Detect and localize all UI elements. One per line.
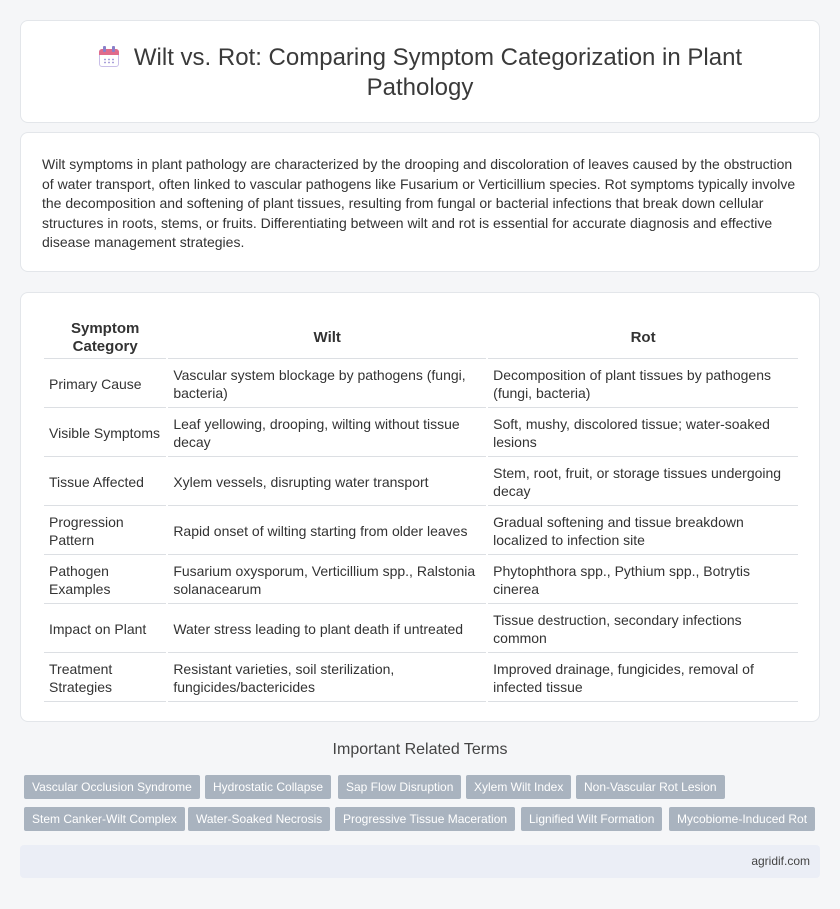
related-term-tag[interactable]: Hydrostatic Collapse [205, 775, 331, 799]
intro-paragraph: Wilt symptoms in plant pathology are characterized by the drooping and discoloration of leaves caused by the obstruction of water transport, often linked to vascular pathogens like Fusarium or Verticillium species. Rot symptoms typically involve the decomposition and softening of plant tissues, resulting from fungal or bacterial infections that break down cellular structures in roots, stems, or fruits. Differentiating between wilt and rot is essential for accurate diagnosis and effective disease management strategies. [42, 156, 796, 251]
wilt-cell: Xylem vessels, disrupting water transport [168, 459, 486, 506]
table-row [44, 655, 798, 702]
related-term-tag[interactable]: Xylem Wilt Index [466, 775, 571, 799]
row-label: Visible Symptoms [44, 410, 166, 457]
row-label: Tissue Affected [44, 459, 166, 506]
table-row [44, 459, 798, 506]
wilt-cell: Fusarium oxysporum, Verticillium spp., Ralstonia solanacearum [168, 557, 486, 604]
rot-cell: Gradual softening and tissue breakdown localized to infection site [488, 508, 798, 555]
wilt-cell: Resistant varieties, soil sterilization, fungicides/bactericides [168, 655, 486, 702]
comparison-table-card [20, 292, 820, 722]
rot-cell: Soft, mushy, discolored tissue; water-soaked lesions [488, 410, 798, 457]
related-term-tag[interactable]: Stem Canker-Wilt Complex [24, 807, 185, 831]
table-row [44, 410, 798, 457]
row-label: Impact on Plant [44, 606, 166, 653]
related-term-tag[interactable]: Progressive Tissue Maceration [335, 807, 515, 831]
related-term-tag[interactable]: Water-Soaked Necrosis [188, 807, 330, 831]
page-title-wrap [21, 43, 819, 103]
related-term-tag[interactable]: Mycobiome-Induced Rot [669, 807, 815, 831]
intro-card [20, 132, 820, 272]
footer-site-link[interactable]: agridif.com [751, 854, 810, 868]
table-row [44, 606, 798, 653]
row-label: Progression Pattern [44, 508, 166, 555]
rot-cell: Improved drainage, fungicides, removal of infected tissue [488, 655, 798, 702]
table-row [44, 508, 798, 555]
rot-cell: Tissue destruction, secondary infections common [488, 606, 798, 653]
wilt-cell: Leaf yellowing, drooping, wilting without tissue decay [168, 410, 486, 457]
related-term-tag[interactable]: Non-Vascular Rot Lesion [576, 775, 725, 799]
related-term-tag[interactable]: Lignified Wilt Formation [521, 807, 662, 831]
table-header-row [44, 318, 798, 359]
rot-cell: Decomposition of plant tissues by pathogens (fungi, bacteria) [488, 361, 798, 408]
rot-cell: Stem, root, fruit, or storage tissues undergoing decay [488, 459, 798, 506]
title-card [20, 20, 820, 123]
related-term-tag[interactable]: Sap Flow Disruption [338, 775, 461, 799]
table-row [44, 557, 798, 604]
row-label: Treatment Strategies [44, 655, 166, 702]
related-term-tag[interactable]: Vascular Occlusion Syndrome [24, 775, 200, 799]
table-row [44, 361, 798, 408]
rot-cell: Phytophthora spp., Pythium spp., Botrytis cinerea [488, 557, 798, 604]
comparison-table [42, 316, 800, 704]
header-wilt: Wilt [168, 318, 486, 359]
page-title: Wilt vs. Rot: Comparing Symptom Categorization in Plant Pathology [133, 44, 743, 101]
row-label: Primary Cause [44, 361, 166, 408]
header-symptom-category: Symptom Category [44, 318, 166, 359]
footer-bar [20, 845, 820, 878]
row-label: Pathogen Examples [44, 557, 166, 604]
header-rot: Rot [488, 318, 798, 359]
wilt-cell: Rapid onset of wilting starting from older leaves [168, 508, 486, 555]
related-terms-title: Important Related Terms [332, 741, 508, 758]
wilt-cell: Vascular system blockage by pathogens (fungi, bacteria) [168, 361, 486, 408]
wilt-cell: Water stress leading to plant death if untreated [168, 606, 486, 653]
calendar-icon [98, 46, 120, 68]
